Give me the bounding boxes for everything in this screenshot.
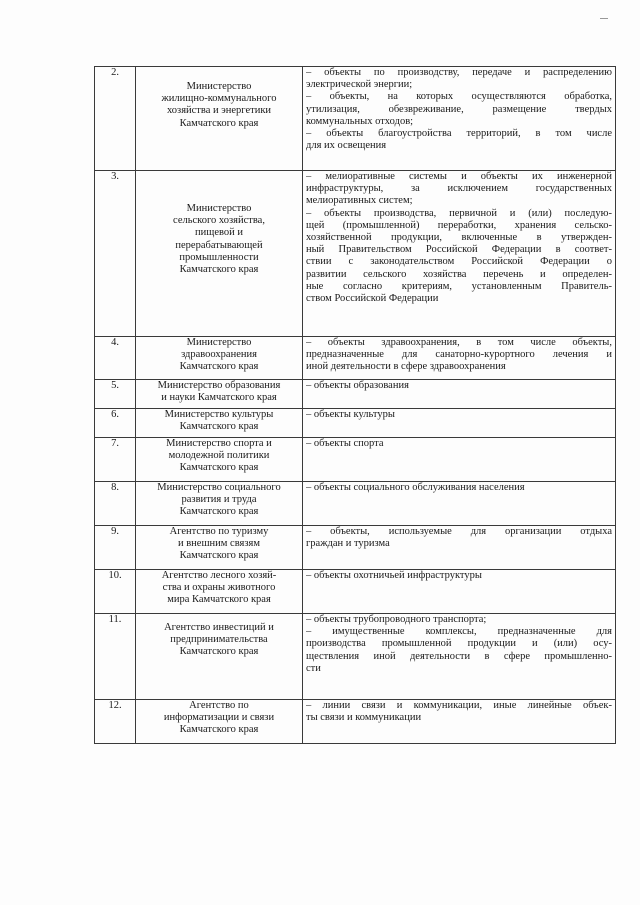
authority-name-line: Министерство культуры [164,409,274,420]
table-row [95,67,616,171]
object-description-line: утилизация, обезвреживание, размещение твердых [306,103,612,115]
objects-cell [303,526,616,570]
authority-name-line: жилищно-коммунального [161,93,277,105]
authority-name-line: здравоохранения [181,349,257,361]
object-description-line: мелиоративных систем; [306,195,413,207]
object-description-line: ществления иной деятельности в сфере промышленно- [306,650,612,662]
table-row [95,171,616,337]
authority-name-line: хозяйства и энергетики [166,105,272,117]
table-row [95,700,616,744]
authority-name-line: Камчатского края [179,421,259,433]
authority-name-line: Министерство социального [157,482,281,493]
authority-name-line: Министерство образования [157,380,281,391]
authority-name-line: и внешним связям [177,538,260,550]
authority-cell [136,409,303,438]
authority-cell [136,526,303,570]
table-row [95,337,616,380]
authority-name-line: Камчатского края [179,264,259,276]
authority-name-line: Агентство по [189,700,249,711]
authority-name-line: сельского хозяйства, [173,215,265,227]
object-description-line: ный Правительством Российской Федерации в соответ- [306,244,612,256]
authority-cell [136,700,303,744]
authority-cell [136,337,303,380]
authority-name-line: ства и охраны животного [162,582,276,594]
row-number: 2. [95,67,136,171]
object-description-line: ные согласно критериям, установленным Правитель- [306,280,612,292]
authority-name-line: перерабатывающей [175,239,263,251]
object-description-line: – объекты охотничьей инфраструктуры [306,570,482,581]
table-row [95,614,616,700]
object-description-line: ты связи и коммуникации [306,712,422,724]
object-description-line: – линии связи и коммуникации, иные линейные объек- [306,700,612,711]
object-description-line: ствии с законодательством Российской Федерации о [306,256,612,268]
object-description-line: коммунальных отходов; [306,115,414,127]
row-number: 3. [95,171,136,337]
object-description-line: – объекты образования [306,380,409,391]
authority-name-line: информатизации и связи [163,712,275,724]
object-description-line: – объекты трубопроводного транспорта; [306,614,487,625]
authority-name-line: Камчатского края [179,462,259,474]
authority-name-line: Камчатского края [179,550,259,562]
authority-cell [136,570,303,614]
table-row [95,438,616,482]
authority-cell [136,380,303,409]
row-number: 11. [95,614,136,700]
authority-name-line: развития и труда [181,494,257,506]
authority-name-line: и науки Камчатского края [161,392,277,404]
authority-name-line: Министерство [186,81,252,92]
corner-mark [600,18,608,19]
authority-cell [136,67,303,171]
objects-cell [303,409,616,438]
object-description-line: – объекты спорта [306,438,384,449]
objects-cell [303,614,616,700]
objects-cell [303,380,616,409]
object-description-line: щей (промышленной) переработки, хранения сельско- [306,219,612,231]
authority-name-line: Министерство [186,337,252,348]
objects-cell [303,482,616,526]
table-row [95,482,616,526]
table-row [95,570,616,614]
objects-cell [303,438,616,482]
authority-cell [136,482,303,526]
object-description-line: – объекты культуры [306,409,395,420]
object-description-line: хозяйственной продукции, включенные в утвержден- [306,231,612,243]
object-description-line: – объекты по производству, передаче и распределению [306,67,612,78]
object-description-line: – объекты, используемые для организации отдыха [306,526,612,537]
object-description-line: – объекты благоустройства территорий, в том числе [306,127,612,139]
authority-name-line: Камчатского края [179,361,259,373]
object-description-line: – мелиоративные системы и объекты их инженерной [306,171,612,182]
authority-name-line: промышленности [179,251,259,263]
table-row [95,409,616,438]
objects-cell [303,337,616,380]
row-number: 10. [95,570,136,614]
object-description-line: ством Российской Федерации [306,292,439,304]
object-description-line: для их освещения [306,140,387,152]
authority-name-line: молодежной политики [168,450,270,462]
authority-name-line: мира Камчатского края [167,594,271,606]
table-row [95,526,616,570]
authority-name-line: предпринимательства [170,634,268,646]
authority-name-line: пищевой и [195,227,243,239]
authority-name-line: Камчатского края [179,646,259,658]
object-description-line: – объекты, на которых осуществляются обработка, [306,91,612,103]
row-number: 8. [95,482,136,526]
authority-name-line: Камчатского края [179,724,259,736]
objects-cell [303,700,616,744]
authority-name-line: Камчатского края [179,117,259,129]
object-description-line: сти [306,662,321,674]
object-description-line: иной деятельности в сфере здравоохранения [306,361,506,373]
objects-table [94,66,616,744]
objects-cell [303,67,616,171]
object-description-line: – имущественные комплексы, предназначенные для [306,626,612,638]
object-description-line: предназначенные для санаторно-курортного лечения и [306,349,612,361]
authority-cell [136,614,303,700]
authority-name-line: Агентство инвестиций и [164,622,274,633]
object-description-line: граждан и туризма [306,538,390,550]
object-description-line: производства промышленной продукции и (или) осу- [306,638,612,650]
object-description-line: развитии сельского хозяйства перечень и определен- [306,268,612,280]
objects-cell [303,570,616,614]
object-description-line: – объекты здравоохранения, в том числе объекты, [306,337,612,348]
authority-name-line: Агентство лесного хозяй- [161,570,277,581]
row-number: 9. [95,526,136,570]
table-row [95,380,616,409]
row-number: 4. [95,337,136,380]
row-number: 6. [95,409,136,438]
authority-name-line: Министерство спорта и [166,438,272,449]
row-number: 7. [95,438,136,482]
authority-cell [136,171,303,337]
object-description-line: – объекты производства, первичной и (или) последую- [306,207,612,219]
object-description-line: инфраструктуры, за исключением государственных [306,183,612,195]
row-number: 12. [95,700,136,744]
row-number: 5. [95,380,136,409]
authority-name-line: Агентство по туризму [169,526,269,537]
object-description-line: электрической энергии; [306,79,413,91]
authority-name-line: Камчатского края [179,506,259,518]
objects-cell [303,171,616,337]
object-description-line: – объекты социального обслуживания населения [306,482,525,493]
authority-name-line: Министерство [186,203,252,214]
authority-cell [136,438,303,482]
